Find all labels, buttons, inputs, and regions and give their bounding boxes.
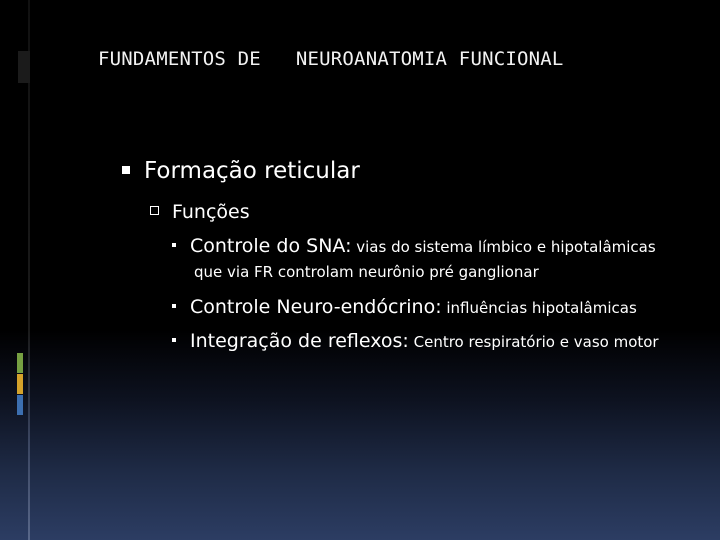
dot-bullet-icon (172, 338, 176, 342)
bullet-item-integracao-reflexos (172, 330, 659, 352)
bullet-level2-text: Funções (172, 201, 250, 223)
gold-accent-strip (17, 374, 23, 394)
item-detail: influências hipotalâmicas (441, 299, 637, 317)
item-detail: vias do sistema límbico e hipotalâmicas (351, 238, 656, 256)
blue-accent-strip (17, 395, 23, 415)
item-heading: Controle do SNA: (190, 235, 352, 257)
filled-square-bullet-icon (122, 166, 130, 174)
bullet-level2 (150, 201, 250, 223)
item-heading: Controle Neuro-endócrino: (190, 296, 442, 318)
bullet-item-controle-sna (172, 235, 656, 257)
hollow-square-bullet-icon (150, 206, 159, 215)
green-accent-strip (17, 353, 23, 373)
title-accent-block (18, 51, 30, 83)
item-heading: Integração de reflexos: (190, 330, 409, 352)
slide-title: FUNDAMENTOS DE NEUROANATOMIA FUNCIONAL (98, 48, 564, 70)
bullet-level1 (122, 158, 360, 184)
item-continuation: que via FR controlam neurônio pré ganglionar (194, 263, 539, 281)
dot-bullet-icon (172, 243, 176, 247)
item-detail: Centro respiratório e vaso motor (408, 333, 659, 351)
dot-bullet-icon (172, 304, 176, 308)
bullet-level1-text: Formação reticular (144, 158, 360, 184)
bullet-item-controle-neuroendocrino (172, 296, 637, 318)
